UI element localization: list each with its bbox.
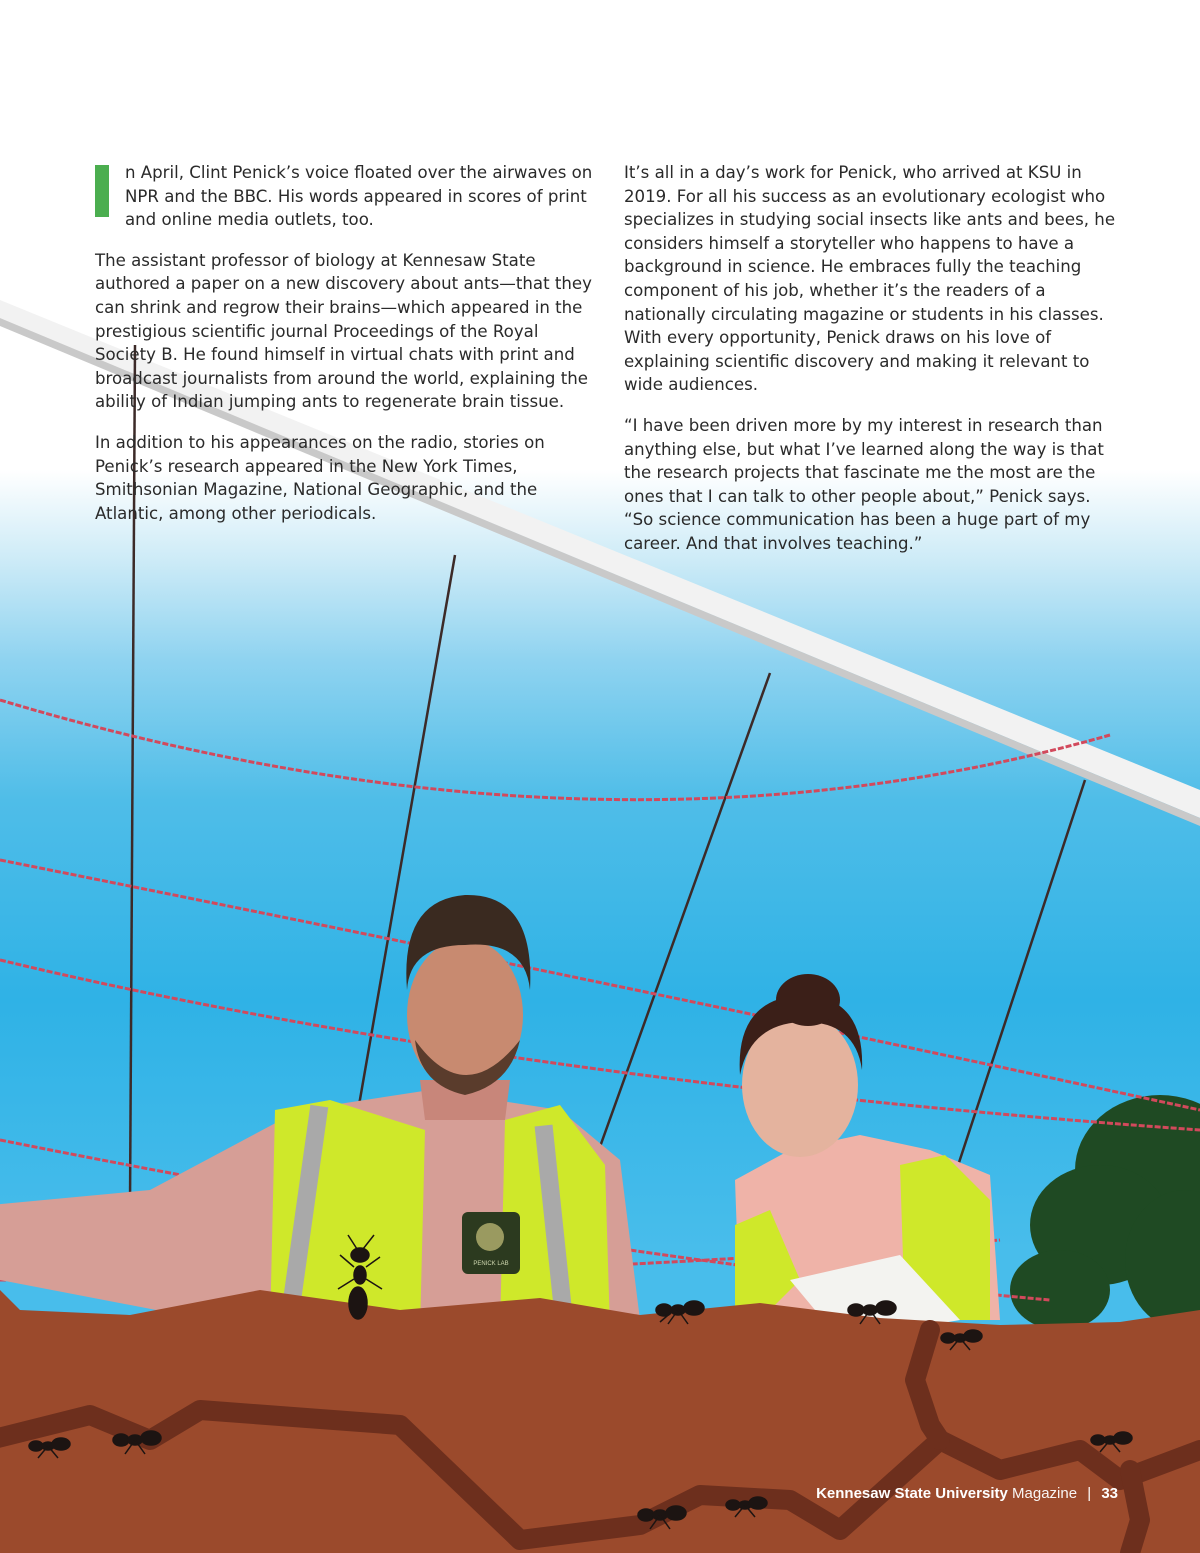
publication-name: Kennesaw State University — [816, 1485, 1008, 1502]
footer-separator: | — [1087, 1485, 1092, 1502]
tree-foliage — [1010, 1095, 1200, 1330]
drop-cap — [95, 165, 109, 217]
page-footer — [816, 1485, 1118, 1502]
article-paragraph: In addition to his appearances on the radio, stories on Penick’s research appeared in the New York Times, Smithsonian Magazine, National Geographic, and the Atlantic, among other periodicals. — [95, 432, 545, 523]
article-paragraph: It’s all in a day’s work for Penick, who arrived at KSU in 2019. For all his success as an evolutionary ecologist who specializes in studying social insects like ants and bees, he considers himself a storyteller who happens to have a background in science. He embraces fully the teaching component of his job, whether it’s the readers of a nationally circulating magazine or students in his classes. With every opportunity, Penick draws on his love of explaining scientific discovery and making it relevant to wide audiences. — [624, 163, 1116, 395]
man-figure — [0, 895, 640, 1330]
article-column-left — [95, 161, 595, 542]
article-column-right — [624, 161, 1116, 573]
article-lead-paragraph — [95, 161, 595, 232]
lead-paragraph-text: n April, Clint Penick’s voice floated over the airwaves on NPR and the BBC. His words appeared in scores of print and online media outlets, too. — [125, 163, 593, 230]
article-quote-paragraph: “I have been driven more by my interest in research than anything else, but what I’ve learned along the way is that the research projects that fascinate me the most are the ones that I can talk to other people about,” Penick says. “So science communication has been a huge part of my career. And that involves teaching.” — [624, 415, 1104, 553]
page-number: 33 — [1101, 1485, 1118, 1502]
publication-type: Magazine — [1012, 1485, 1078, 1502]
vest-logo-text: PENICK LAB — [473, 1261, 509, 1267]
article-paragraph: The assistant professor of biology at Kennesaw State authored a paper on a new discovery about ants—that they can shrink and regrow their brains—which appeared in the prestigious scientific journal Proceedings of the Royal Society B. He found himself in virtual chats with print and broadcast journalists from around the world, explaining the ability of Indian jumping ants to regenerate brain tissue. — [95, 250, 592, 412]
drop-cap-letter — [95, 165, 96, 166]
